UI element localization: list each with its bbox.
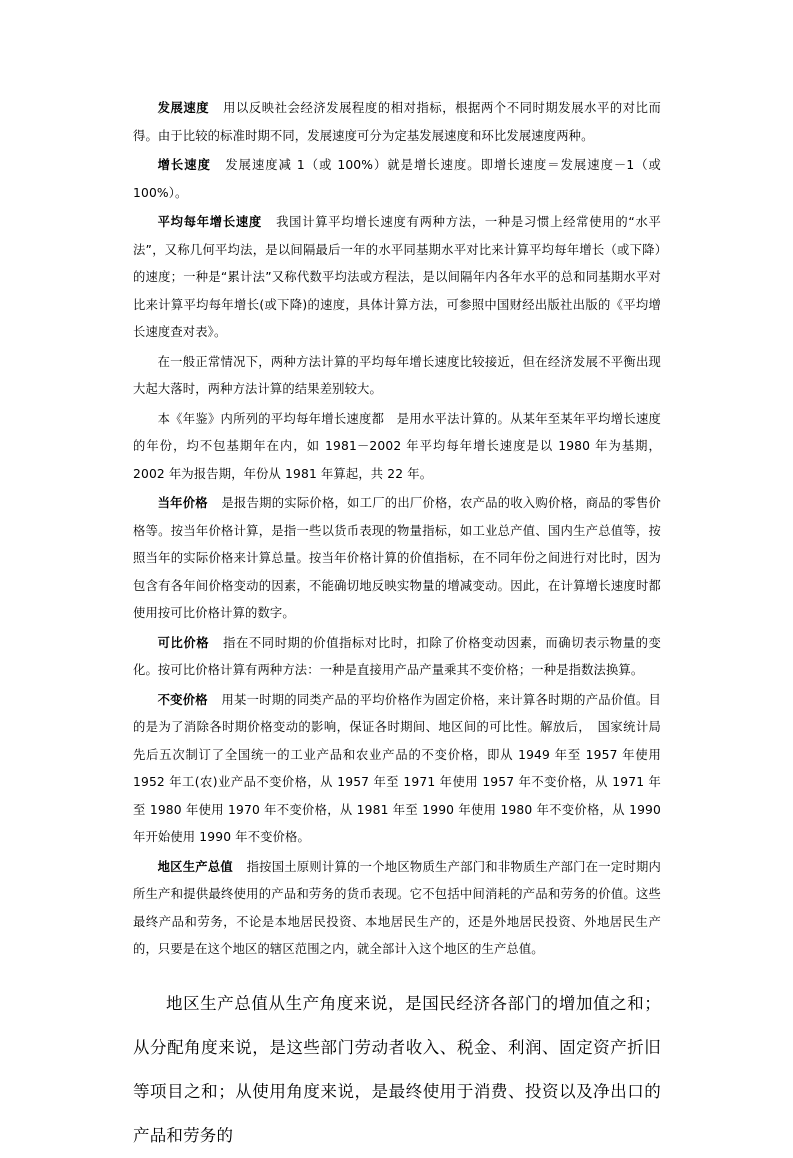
large-paragraph-block xyxy=(133,982,661,1158)
paragraph-text: 我国计算平均增长速度有两种方法，一种是习惯上经常使用的“水平法”，又称几何平均法，是以间隔最后一年的水平同基期水平对比来计算平均每年增长（或下降）的速度；一种是“累计法”又称代数平均法或方程法，是以间隔年内各年水平的总和同基期水平对比来计算平均每年增长(或下降)的速度，具体计算方法，可参照中国财经出版社出版的《平均增长速度查对表》。 xyxy=(133,215,662,339)
paragraph-pingjun-zengzhang-sudu xyxy=(133,209,661,347)
paragraph-nianjian xyxy=(133,406,661,489)
paragraph-fazhan-sudu xyxy=(133,95,661,150)
paragraph-zengzhang-sudu xyxy=(133,152,661,207)
paragraph-text: 用以反映社会经济发展程度的相对指标，根据两个不同时期发展水平的对比而得。由于比较的标准时期不同，发展速度可分为定基发展速度和环比发展速度两种。 xyxy=(133,101,661,143)
paragraph-text: 指按国土原则计算的一个地区物质生产部门和非物质生产部门在一定时期内所生产和提供最终使用的产品和劳务的货币表现。它不包括中间消耗的产品和劳务的价值。这些最终产品和劳务，不论是本地居民投资、本地居民生产的，还是外地居民投资、外地居民生产的，只要是在这个地区的辖区范围之内，就全部计入这个地区的生产总值。 xyxy=(133,859,662,956)
paragraph-text: 指在不同时期的价值指标对比时，扣除了价格变动因素，而确切表示物量的变化。按可比价格计算有两种方法：一种是直接用产品产量乘其不变价格；一种是指数法换算。 xyxy=(133,635,661,677)
paragraph-text: 本《年鉴》内所列的平均每年增长速度都 是用水平法计算的。从某年至某年平均增长速度的年份，均不包基期年在内，如 1981－2002 年平均每年增长速度是以 1980 年为基期，2002 年为报告期，年份从 1981 年算起，共 22 年。 xyxy=(133,411,661,481)
term-label: 不变价格 xyxy=(157,692,208,707)
term-label: 地区生产总值 xyxy=(157,859,233,874)
paragraph-kebi-jiage xyxy=(133,630,661,685)
term-label: 发展速度 xyxy=(157,101,210,115)
paragraph-dangnian-jiage xyxy=(133,490,661,628)
paragraph-text: 发展速度减 1（或 100%）就是增长速度。即增长速度＝发展速度－1（或 100%）。 xyxy=(133,158,661,200)
paragraph-diqu-shengchan-zongzhi xyxy=(133,854,661,964)
term-label: 可比价格 xyxy=(157,635,210,650)
paragraph-large-gdp: 地区生产总值从生产角度来说，是国民经济各部门的增加值之和；从分配角度来说，是这些部门劳动者收入、税金、利润、固定资产折旧等项目之和；从使用角度来说，是最终使用于消费、投资以及净出口的产品和劳务的 xyxy=(133,993,661,1145)
paragraph-text: 是报告期的实际价格，如工厂的出厂价格，农产品的收入购价格，商品的零售价格等。按当年价格计算，是指一些以货币表现的物量指标，如工业总产值、国内生产总值等，按照当年的实际价格来计算总量。按当年价格计算的价值指标，在不同年份之间进行对比时，因为包含有各年间价格变动的因素，不能确切地反映实物量的增减变动。因此，在计算增长速度时都使用按可比价格计算的数字。 xyxy=(133,496,661,620)
term-label: 增长速度 xyxy=(157,158,211,172)
paragraph-text: 在一般正常情况下，两种方法计算的平均每年增长速度比较接近，但在经济发展不平衡出现大起大落时，两种方法计算的结果差别较大。 xyxy=(133,354,661,396)
paragraph-yiban-zhengchang xyxy=(133,349,661,404)
term-label: 平均每年增长速度 xyxy=(157,215,262,229)
paragraph-bubian-jiage xyxy=(133,687,661,852)
paragraph-text: 用某一时期的同类产品的平均价格作为固定价格，来计算各时期的产品价值。目的是为了消除各时期价格变动的影响，保证各时期间、地区间的可比性。解放后， 国家统计局先后五次制订了全国统一的工业产品和农业产品的不变价格，即从 1949 年至 1957 年使用 1952 年工(农)业产品不变价格，从 1957 年至 1971 年使用 1957 年不变价格，从 1971 年至 1980 年使用 1970 年不变价格，从 1981 年至 1990 年使用 1980 年不变价格，从 1990 年开始使用 1990 年不变价格。 xyxy=(133,692,661,844)
document-body xyxy=(133,95,661,1158)
term-label: 当年价格 xyxy=(157,496,208,510)
